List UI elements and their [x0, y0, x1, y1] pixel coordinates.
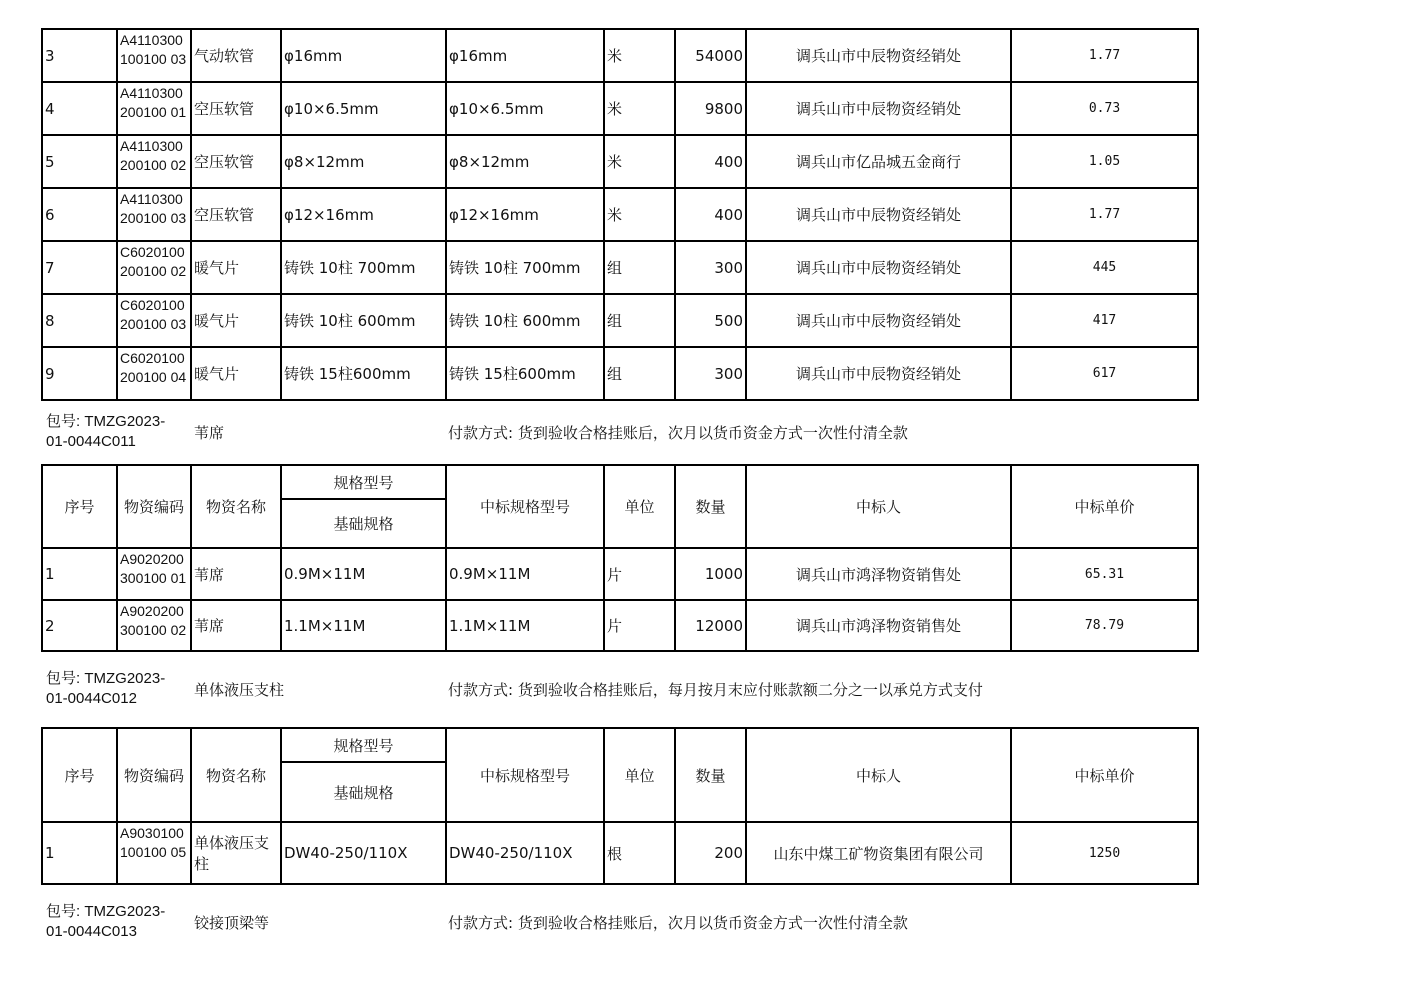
header-qty: 数量: [675, 465, 746, 548]
cell-qty: 1000: [675, 548, 746, 600]
header-price: 中标单价: [1011, 728, 1198, 822]
package-c011-table: [41, 464, 1199, 652]
cell-no: 2: [42, 600, 117, 651]
header-name: 物资名称: [191, 728, 281, 822]
cell-no: 5: [42, 135, 117, 188]
header-unit: 单位: [604, 465, 675, 548]
cell-unit: 米: [604, 29, 675, 82]
cell-spec: 铸铁 10柱 600mm: [281, 294, 446, 347]
cell-unit: 组: [604, 347, 675, 400]
header-spec-group: 规格型号: [281, 465, 446, 499]
cell-no: 3: [42, 29, 117, 82]
cell-unit: 片: [604, 600, 675, 651]
cell-price: 0.73: [1011, 82, 1198, 135]
cell-bid-spec: φ10×6.5mm: [446, 82, 604, 135]
cell-winner: 调兵山市中辰物资经销处: [746, 347, 1011, 400]
cell-spec: φ8×12mm: [281, 135, 446, 188]
material-code-text: C6020100200100 03: [120, 297, 187, 332]
payment-terms: 付款方式: 货到验收合格挂账后，次月以货币资金方式一次性付清全款: [448, 424, 908, 442]
package-id: 包号: TMZG2023-01-0044C011: [46, 413, 166, 450]
header-no: 序号: [42, 465, 117, 548]
header-winner: 中标人: [746, 465, 1011, 548]
package-id: 包号: TMZG2023-01-0044C013: [46, 903, 166, 940]
cell-unit: 片: [604, 548, 675, 600]
table-row: [42, 241, 1198, 294]
cell-winner: 山东中煤工矿物资集团有限公司: [746, 822, 1011, 884]
cell-code: [117, 135, 191, 188]
cell-bid-spec: 1.1M×11M: [446, 600, 604, 651]
cell-bid-spec: φ12×16mm: [446, 188, 604, 241]
cell-price: 445: [1011, 241, 1198, 294]
cell-price: 1.05: [1011, 135, 1198, 188]
package-c012-info: [41, 669, 1197, 709]
cell-name: 空压软管: [191, 135, 281, 188]
cell-no: 4: [42, 82, 117, 135]
package-c012-table: [41, 727, 1199, 885]
cell-price: 78.79: [1011, 600, 1198, 651]
cell-name: 空压软管: [191, 82, 281, 135]
cell-name: 暖气片: [191, 241, 281, 294]
package-name: 单体液压支柱: [194, 681, 285, 699]
header-name: 物资名称: [191, 465, 281, 548]
cell-bid-spec: 铸铁 10柱 600mm: [446, 294, 604, 347]
table-row: [42, 294, 1198, 347]
table-row: [42, 822, 1198, 884]
cell-bid-spec: 0.9M×11M: [446, 548, 604, 600]
cell-price: 1.77: [1011, 29, 1198, 82]
cell-code: [117, 822, 191, 884]
cell-code: [117, 29, 191, 82]
cell-unit: 米: [604, 135, 675, 188]
cell-no: 1: [42, 822, 117, 884]
material-code-text: A4110300200100 02: [120, 138, 187, 173]
cell-unit: 米: [604, 188, 675, 241]
cell-code: [117, 82, 191, 135]
cell-name: 空压软管: [191, 188, 281, 241]
cell-bid-spec: φ16mm: [446, 29, 604, 82]
cell-qty: 400: [675, 188, 746, 241]
cell-code: [117, 188, 191, 241]
material-code-text: C6020100200100 04: [120, 350, 187, 385]
table-row: [42, 29, 1198, 82]
cell-code: [117, 241, 191, 294]
header-code: 物资编码: [117, 465, 191, 548]
cell-qty: 500: [675, 294, 746, 347]
cell-unit: 组: [604, 241, 675, 294]
cell-code: [117, 548, 191, 600]
cell-code: [117, 294, 191, 347]
cell-no: 8: [42, 294, 117, 347]
cell-bid-spec: 铸铁 15柱600mm: [446, 347, 604, 400]
header-spec: 基础规格: [281, 499, 446, 548]
cell-qty: 300: [675, 347, 746, 400]
table-row: [42, 600, 1198, 651]
payment-terms: 付款方式: 货到验收合格挂账后，次月以货币资金方式一次性付清全款: [448, 914, 908, 932]
cell-winner: 调兵山市亿品城五金商行: [746, 135, 1011, 188]
header-winner: 中标人: [746, 728, 1011, 822]
material-code-text: A4110300200100 03: [120, 191, 187, 226]
material-code-text: A9020200300100 02: [120, 603, 187, 638]
cell-qty: 200: [675, 822, 746, 884]
cell-spec: φ16mm: [281, 29, 446, 82]
cell-spec: 铸铁 15柱600mm: [281, 347, 446, 400]
cell-code: [117, 347, 191, 400]
table-row: [42, 135, 1198, 188]
cell-qty: 400: [675, 135, 746, 188]
cell-qty: 9800: [675, 82, 746, 135]
cell-bid-spec: DW40-250/110X: [446, 822, 604, 884]
cell-no: 9: [42, 347, 117, 400]
cell-spec: φ10×6.5mm: [281, 82, 446, 135]
header-bid-spec: 中标规格型号: [446, 728, 604, 822]
cell-price: 417: [1011, 294, 1198, 347]
materials-table-continued: [41, 28, 1199, 401]
table-row: [42, 548, 1198, 600]
cell-qty: 54000: [675, 29, 746, 82]
header-code: 物资编码: [117, 728, 191, 822]
cell-code: [117, 600, 191, 651]
header-spec: 基础规格: [281, 762, 446, 822]
cell-winner: 调兵山市鸿泽物资销售处: [746, 600, 1011, 651]
cell-no: 6: [42, 188, 117, 241]
cell-price: 1.77: [1011, 188, 1198, 241]
header-unit: 单位: [604, 728, 675, 822]
cell-price: 1250: [1011, 822, 1198, 884]
cell-qty: 12000: [675, 600, 746, 651]
cell-unit: 组: [604, 294, 675, 347]
cell-name: 气动软管: [191, 29, 281, 82]
payment-terms: 付款方式: 货到验收合格挂账后，每月按月末应付账款额二分之一以承兑方式支付: [448, 681, 983, 699]
cell-spec: DW40-250/110X: [281, 822, 446, 884]
cell-price: 617: [1011, 347, 1198, 400]
material-code-text: C6020100200100 02: [120, 244, 187, 279]
cell-winner: 调兵山市中辰物资经销处: [746, 29, 1011, 82]
material-code-text: A4110300100100 03: [120, 32, 187, 67]
cell-spec: 铸铁 10柱 700mm: [281, 241, 446, 294]
cell-winner: 调兵山市中辰物资经销处: [746, 241, 1011, 294]
cell-bid-spec: φ8×12mm: [446, 135, 604, 188]
table-row: [42, 347, 1198, 400]
material-code-text: A9030100100100 05: [120, 825, 187, 860]
header-qty: 数量: [675, 728, 746, 822]
cell-no: 1: [42, 548, 117, 600]
header-bid-spec: 中标规格型号: [446, 465, 604, 548]
cell-spec: 1.1M×11M: [281, 600, 446, 651]
header-spec-group: 规格型号: [281, 728, 446, 762]
cell-name: 暖气片: [191, 294, 281, 347]
cell-spec: φ12×16mm: [281, 188, 446, 241]
cell-name: 苇席: [191, 600, 281, 651]
cell-name: 暖气片: [191, 347, 281, 400]
header-price: 中标单价: [1011, 465, 1198, 548]
cell-name: 单体液压支柱: [191, 822, 281, 884]
package-name: 铰接顶梁等: [194, 914, 270, 932]
cell-winner: 调兵山市鸿泽物资销售处: [746, 548, 1011, 600]
cell-no: 7: [42, 241, 117, 294]
package-id: 包号: TMZG2023-01-0044C012: [46, 670, 166, 707]
cell-qty: 300: [675, 241, 746, 294]
cell-winner: 调兵山市中辰物资经销处: [746, 188, 1011, 241]
package-c013-info: [41, 902, 1197, 942]
cell-unit: 米: [604, 82, 675, 135]
material-code-text: A4110300200100 01: [120, 85, 187, 120]
material-code-text: A9020200300100 01: [120, 551, 187, 586]
table-row: [42, 82, 1198, 135]
package-c011-info: [41, 412, 1197, 452]
cell-winner: 调兵山市中辰物资经销处: [746, 82, 1011, 135]
cell-unit: 根: [604, 822, 675, 884]
cell-winner: 调兵山市中辰物资经销处: [746, 294, 1011, 347]
cell-spec: 0.9M×11M: [281, 548, 446, 600]
table-row: [42, 188, 1198, 241]
package-name: 苇席: [194, 424, 225, 442]
header-no: 序号: [42, 728, 117, 822]
cell-name: 苇席: [191, 548, 281, 600]
cell-bid-spec: 铸铁 10柱 700mm: [446, 241, 604, 294]
cell-price: 65.31: [1011, 548, 1198, 600]
